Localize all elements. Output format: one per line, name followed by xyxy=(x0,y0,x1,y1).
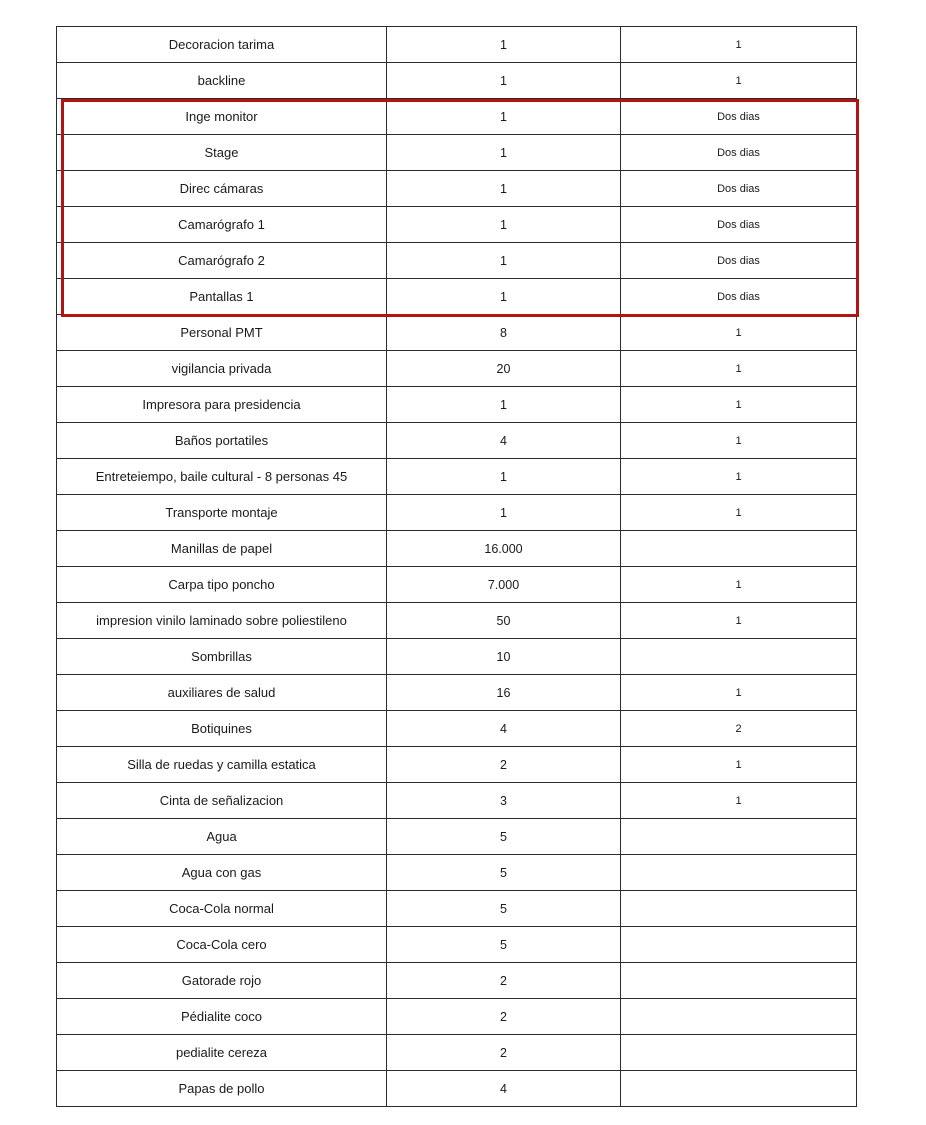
quantity-cell: 16 xyxy=(387,675,621,711)
days-cell: Dos dias xyxy=(621,279,857,315)
days-cell: Dos dias xyxy=(621,207,857,243)
days-cell xyxy=(621,531,857,567)
quantity-cell: 1 xyxy=(387,243,621,279)
table-row xyxy=(57,135,857,171)
item-cell: Entreteiempo, baile cultural - 8 personas 45 xyxy=(57,459,387,495)
days-cell: Dos dias xyxy=(621,135,857,171)
table-row xyxy=(57,675,857,711)
days-cell: 1 xyxy=(621,459,857,495)
table-row xyxy=(57,567,857,603)
table-row xyxy=(57,855,857,891)
quantity-cell: 1 xyxy=(387,27,621,63)
item-cell: Agua con gas xyxy=(57,855,387,891)
table-row xyxy=(57,891,857,927)
table-row xyxy=(57,207,857,243)
table-row xyxy=(57,243,857,279)
table-row xyxy=(57,1035,857,1071)
table-row xyxy=(57,531,857,567)
item-cell: Direc cámaras xyxy=(57,171,387,207)
item-cell: Stage xyxy=(57,135,387,171)
item-cell: Sombrillas xyxy=(57,639,387,675)
quantity-cell: 1 xyxy=(387,387,621,423)
table-row xyxy=(57,1071,857,1107)
table-row xyxy=(57,315,857,351)
days-cell: Dos dias xyxy=(621,171,857,207)
item-cell: Manillas de papel xyxy=(57,531,387,567)
table-row xyxy=(57,171,857,207)
items-table-body xyxy=(57,27,857,1107)
item-cell: vigilancia privada xyxy=(57,351,387,387)
table-row xyxy=(57,423,857,459)
days-cell: 1 xyxy=(621,567,857,603)
item-cell: impresion vinilo laminado sobre poliestileno xyxy=(57,603,387,639)
item-cell: Silla de ruedas y camilla estatica xyxy=(57,747,387,783)
days-cell: 1 xyxy=(621,603,857,639)
quantity-cell: 4 xyxy=(387,711,621,747)
quantity-cell: 7.000 xyxy=(387,567,621,603)
table-row xyxy=(57,351,857,387)
item-cell: Camarógrafo 1 xyxy=(57,207,387,243)
table-row xyxy=(57,711,857,747)
quantity-cell: 16.000 xyxy=(387,531,621,567)
days-cell: Dos dias xyxy=(621,243,857,279)
item-cell: pedialite cereza xyxy=(57,1035,387,1071)
quantity-cell: 1 xyxy=(387,495,621,531)
days-cell: 2 xyxy=(621,711,857,747)
item-cell: Cinta de señalizacion xyxy=(57,783,387,819)
table-row xyxy=(57,459,857,495)
table-row xyxy=(57,27,857,63)
days-cell: 1 xyxy=(621,495,857,531)
quantity-cell: 2 xyxy=(387,963,621,999)
quantity-cell: 2 xyxy=(387,999,621,1035)
items-table xyxy=(56,26,857,1107)
quantity-cell: 4 xyxy=(387,423,621,459)
table-row xyxy=(57,819,857,855)
quantity-cell: 20 xyxy=(387,351,621,387)
item-cell: Coca-Cola normal xyxy=(57,891,387,927)
item-cell: Impresora para presidencia xyxy=(57,387,387,423)
item-cell: Inge monitor xyxy=(57,99,387,135)
days-cell xyxy=(621,1035,857,1071)
item-cell: Pantallas 1 xyxy=(57,279,387,315)
quantity-cell: 5 xyxy=(387,891,621,927)
items-table-container xyxy=(56,26,856,1107)
quantity-cell: 1 xyxy=(387,171,621,207)
quantity-cell: 1 xyxy=(387,207,621,243)
days-cell xyxy=(621,819,857,855)
item-cell: Baños portatiles xyxy=(57,423,387,459)
days-cell xyxy=(621,927,857,963)
quantity-cell: 1 xyxy=(387,459,621,495)
quantity-cell: 10 xyxy=(387,639,621,675)
table-row xyxy=(57,279,857,315)
item-cell: Carpa tipo poncho xyxy=(57,567,387,603)
table-row xyxy=(57,999,857,1035)
days-cell xyxy=(621,999,857,1035)
item-cell: Pédialite coco xyxy=(57,999,387,1035)
item-cell: Decoracion tarima xyxy=(57,27,387,63)
table-row xyxy=(57,927,857,963)
quantity-cell: 5 xyxy=(387,855,621,891)
quantity-cell: 1 xyxy=(387,99,621,135)
table-row xyxy=(57,495,857,531)
item-cell: Gatorade rojo xyxy=(57,963,387,999)
quantity-cell: 8 xyxy=(387,315,621,351)
days-cell xyxy=(621,855,857,891)
days-cell xyxy=(621,1071,857,1107)
table-row xyxy=(57,99,857,135)
item-cell: auxiliares de salud xyxy=(57,675,387,711)
item-cell: Agua xyxy=(57,819,387,855)
days-cell: 1 xyxy=(621,351,857,387)
table-row xyxy=(57,639,857,675)
quantity-cell: 3 xyxy=(387,783,621,819)
days-cell: 1 xyxy=(621,27,857,63)
item-cell: Botiquines xyxy=(57,711,387,747)
quantity-cell: 5 xyxy=(387,819,621,855)
days-cell: 1 xyxy=(621,315,857,351)
quantity-cell: 1 xyxy=(387,279,621,315)
item-cell: Personal PMT xyxy=(57,315,387,351)
table-row xyxy=(57,963,857,999)
days-cell: 1 xyxy=(621,675,857,711)
table-row xyxy=(57,747,857,783)
days-cell: Dos dias xyxy=(621,99,857,135)
days-cell: 1 xyxy=(621,747,857,783)
days-cell: 1 xyxy=(621,387,857,423)
days-cell: 1 xyxy=(621,783,857,819)
days-cell xyxy=(621,639,857,675)
table-row xyxy=(57,387,857,423)
quantity-cell: 4 xyxy=(387,1071,621,1107)
table-row xyxy=(57,783,857,819)
quantity-cell: 1 xyxy=(387,63,621,99)
days-cell xyxy=(621,891,857,927)
table-row xyxy=(57,603,857,639)
item-cell: Camarógrafo 2 xyxy=(57,243,387,279)
item-cell: Coca-Cola cero xyxy=(57,927,387,963)
quantity-cell: 50 xyxy=(387,603,621,639)
days-cell xyxy=(621,963,857,999)
item-cell: Papas de pollo xyxy=(57,1071,387,1107)
item-cell: Transporte montaje xyxy=(57,495,387,531)
quantity-cell: 5 xyxy=(387,927,621,963)
quantity-cell: 1 xyxy=(387,135,621,171)
item-cell: backline xyxy=(57,63,387,99)
days-cell: 1 xyxy=(621,63,857,99)
days-cell: 1 xyxy=(621,423,857,459)
quantity-cell: 2 xyxy=(387,747,621,783)
quantity-cell: 2 xyxy=(387,1035,621,1071)
table-row xyxy=(57,63,857,99)
